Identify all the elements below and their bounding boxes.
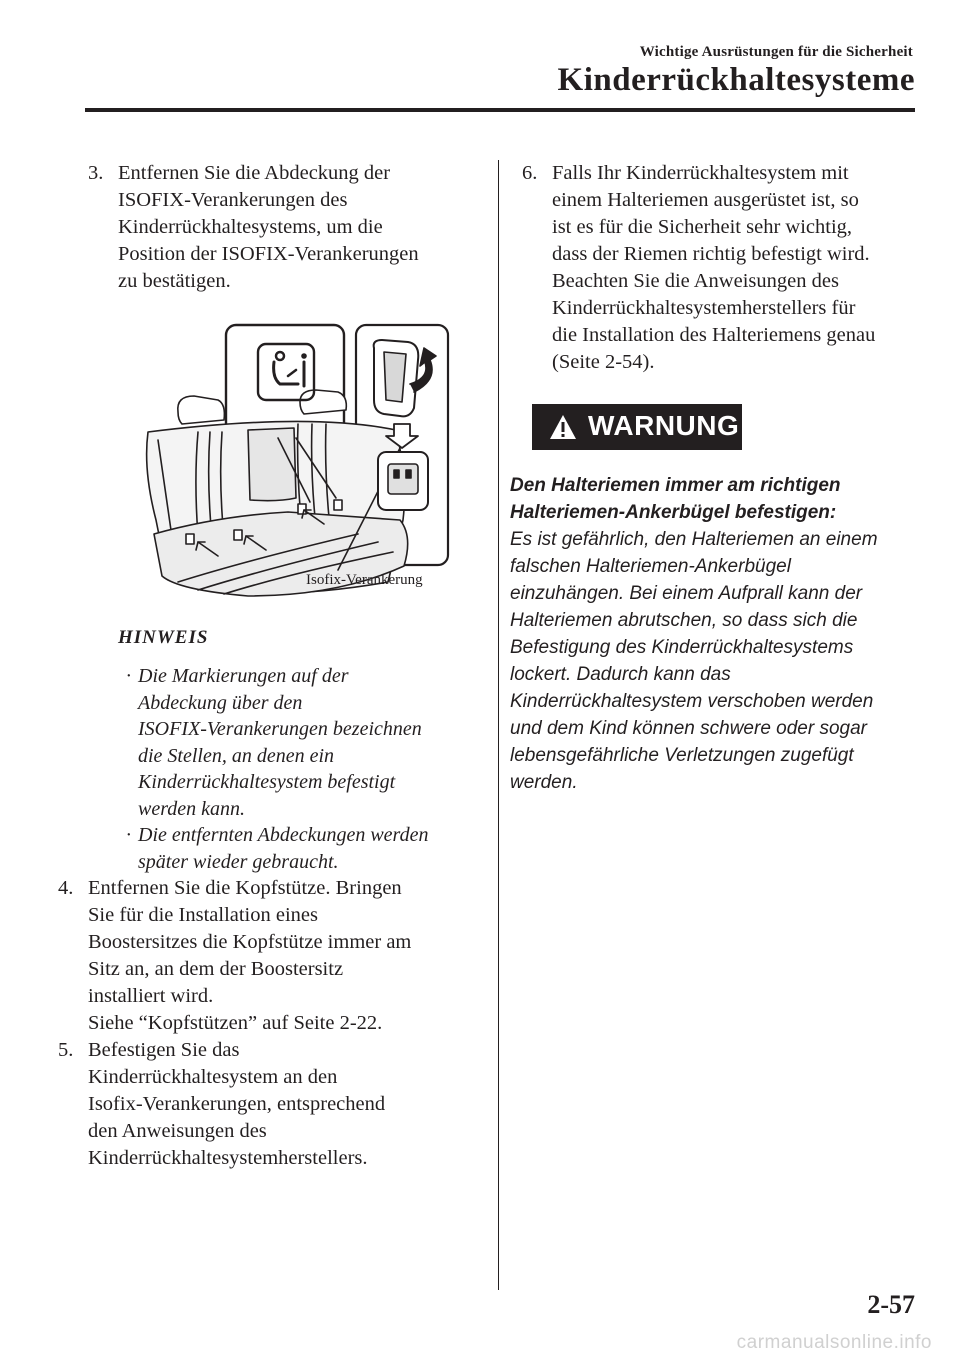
step-number: 4.	[58, 877, 74, 899]
warning-line: und dem Kind können schwere oder sogar	[510, 718, 868, 739]
warning-triangle-icon	[548, 413, 578, 441]
step-line: (Seite 2-54).	[552, 351, 655, 373]
column-divider	[498, 160, 499, 1290]
warning-line: einzuhängen. Bei einem Aufprall kann der	[510, 583, 863, 604]
note-line: die Stellen, an denen ein	[138, 744, 335, 767]
step-line: dass der Riemen richtig befestigt wird.	[552, 243, 870, 265]
step-line: den Anweisungen des	[88, 1120, 267, 1142]
step-line: Kinderrückhaltesystems, um die	[118, 216, 383, 238]
warning-line: Kinderrückhaltesystem verschoben werden	[510, 691, 874, 712]
step-line: Sie für die Installation eines	[88, 904, 318, 926]
step-line: Sitz an, an dem der Boostersitz	[88, 958, 344, 980]
page-title: Kinderrückhaltesysteme	[557, 62, 915, 98]
warning-line: Halteriemen abrutschen, so dass sich die	[510, 610, 858, 631]
step-4	[58, 875, 483, 1037]
step-number: 3.	[88, 162, 104, 184]
step-5	[58, 1037, 483, 1172]
bullet-icon: ·	[126, 824, 131, 846]
watermark: carmanualsonline.info	[736, 1332, 932, 1353]
step-line: Kinderrückhaltesystemherstellers für	[552, 297, 856, 319]
bullet-icon: ·	[126, 665, 131, 687]
note-line: später wieder gebraucht.	[138, 850, 339, 873]
step-line: Kinderrückhaltesystem an den	[88, 1066, 338, 1088]
step-line: Kinderrückhaltesystemherstellers.	[88, 1147, 368, 1169]
step-line: Beachten Sie die Anweisungen des	[552, 270, 839, 292]
step-number: 5.	[58, 1039, 74, 1061]
step-line: installiert wird.	[88, 985, 214, 1007]
isofix-illustration	[138, 320, 458, 605]
step-line: Isofix-Verankerungen, entsprechend	[88, 1093, 386, 1115]
warning-line: Es ist gefährlich, den Halteriemen an einem	[510, 529, 878, 550]
note-item	[126, 822, 483, 875]
warning-line: Befestigung des Kinderrückhaltesystems	[510, 637, 854, 658]
note-line: Die Markierungen auf der	[138, 665, 349, 687]
header-rule	[85, 108, 915, 112]
step-line: ISOFIX-Verankerungen des	[118, 189, 348, 211]
note-line: Die entfernten Abdeckungen werden	[138, 824, 429, 846]
note-line: ISOFIX-Verankerungen bezeichnen	[138, 718, 422, 740]
step-line: zu bestätigen.	[118, 270, 231, 292]
step-line: Boostersitzes die Kopfstütze immer am	[88, 931, 412, 953]
header-section: Wichtige Ausrüstungen für die Sicherheit	[639, 44, 913, 60]
step-line: Falls Ihr Kinderrückhaltesystem mit	[552, 162, 849, 184]
page-number: 2-57	[867, 1290, 915, 1319]
right-column	[510, 160, 922, 796]
step-line: Entfernen Sie die Abdeckung der	[118, 162, 391, 184]
warning-line: lebensgefährliche Verletzungen zugefügt	[510, 745, 854, 766]
warning-line: lockert. Dadurch kann das	[510, 664, 731, 685]
step-line: ist es für die Sicherheit sehr wichtig,	[552, 216, 853, 238]
step-line: Siehe “Kopfstützen” auf Seite 2-22.	[88, 1012, 383, 1034]
warning-line: falschen Halteriemen-Ankerbügel	[510, 556, 791, 577]
note-line: Abdeckung über den	[138, 691, 303, 714]
note-list	[126, 663, 483, 875]
figure-label: Isofix-Verankerung	[306, 572, 423, 588]
step-line: Befestigen Sie das	[88, 1039, 240, 1061]
warning-bold-line: Halteriemen-Ankerbügel befestigen:	[510, 502, 837, 523]
step-line: die Installation des Halteriemens genau	[552, 324, 876, 346]
step-line: Entfernen Sie die Kopfstütze. Bringen	[88, 877, 402, 899]
step-line: Position der ISOFIX-Verankerungen	[118, 243, 419, 265]
left-column	[58, 160, 483, 1172]
step-number: 6.	[522, 162, 538, 184]
warning-bold-line: Den Halteriemen immer am richtigen	[510, 475, 841, 496]
note-line: werden kann.	[138, 797, 246, 820]
note-title: HINWEIS	[118, 627, 209, 648]
warning-label: WARNUNG	[588, 410, 740, 441]
warning-banner	[532, 404, 742, 450]
warning-line: werden.	[510, 772, 578, 793]
rear-seat-illustration	[138, 320, 458, 605]
step-6	[522, 160, 922, 376]
note-item	[126, 663, 483, 822]
step-3	[88, 160, 483, 295]
note-line: Kinderrückhaltesystem befestigt	[138, 771, 396, 793]
warning-body	[510, 472, 922, 796]
step-line: einem Halteriemen ausgerüstet ist, so	[552, 189, 859, 211]
